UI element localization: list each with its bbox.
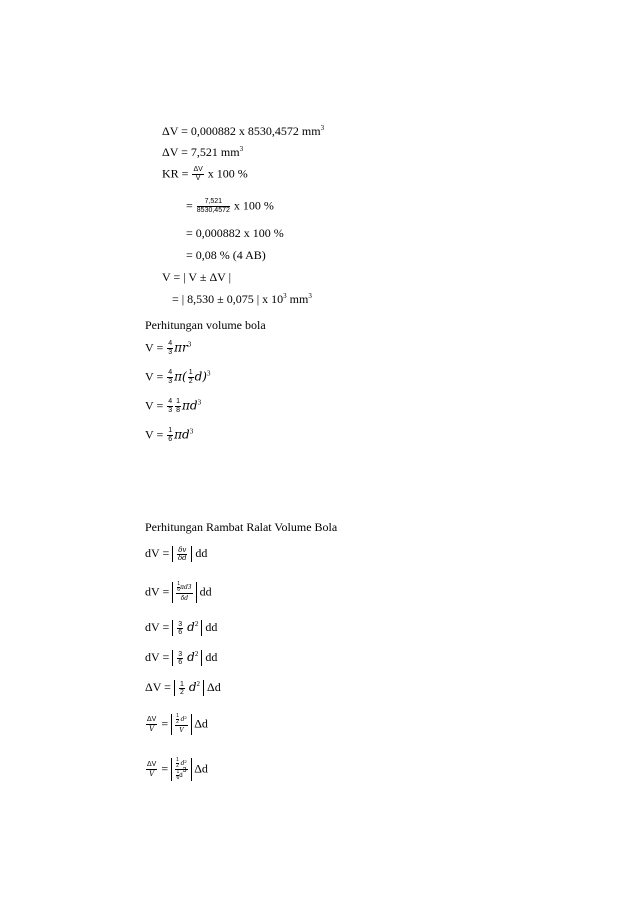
- dv-calc-line: ΔV = 0,000882 x 8530,4572 $mm^3$: [162, 124, 325, 138]
- v-result-line: = | 8,530 ± 0,075 | x $10^3$ $mm^3$: [172, 292, 312, 306]
- kr-fraction: $\frac{\Delta V}{V}$: [193, 166, 203, 182]
- kr-decimal-line: = 0,000882 x 100 %: [186, 226, 284, 240]
- error-eq-4: dV = $\frac{3}{6}$ $d^2$ dd: [145, 650, 218, 667]
- error-heading: Perhitungan Rambat Ralat Volume Bola: [145, 520, 338, 534]
- volume-heading: Perhitungan volume bola: [145, 318, 266, 332]
- error-eq-7: $\frac{\Delta V}{V}$ = $\frac{1}{2}$ d² $\frac{1}{6}$ $d^3$ Δd: [147, 757, 208, 781]
- error-eq-5: ΔV = $\frac{1}{2}$ $d^2$ Δd: [145, 680, 221, 697]
- kr-substitution-fraction: $\frac{7,521}{8530,4572}$: [196, 198, 230, 214]
- kr-percent-line: = 0,08 % (4 AB): [186, 248, 266, 262]
- error-eq-1: dV = $\frac{\delta v}{\delta d}$ dd: [145, 546, 208, 563]
- kr-formula-line: KR = $\frac{\Delta V}{V}$ x 100 %: [162, 166, 248, 182]
- error-eq-6: $\frac{\Delta V}{V}$ = $\frac{1}{2}$ d² V Δd: [147, 713, 208, 734]
- volume-eq-3: V = $\frac{4}{3}$ $\frac{1}{8}$ $\pi d^3$: [145, 398, 202, 414]
- volume-eq-4: V = $\frac{1}{6}$ $\pi d^3$: [145, 427, 194, 443]
- error-eq-3: dV = $\frac{3}{6}$ $d^2$ dd: [145, 620, 218, 637]
- volume-eq-2: V = $\frac{4}{3}$ π( $\frac{1}{2}$ d)$^3$: [145, 369, 211, 385]
- dv-result-line: ΔV = 7,521 $mm^3$: [162, 145, 244, 159]
- v-formula-line: V = | V ± ΔV |: [162, 270, 232, 284]
- volume-eq-1: V = $\frac{4}{3}$ $\pi r^3$: [145, 340, 192, 356]
- error-eq-2: dV = $\frac{1}{6}$ πd3 δd dd: [145, 581, 212, 602]
- kr-substitution-line: = $\frac{7,521}{8530,4572}$ x 100 %: [186, 198, 274, 214]
